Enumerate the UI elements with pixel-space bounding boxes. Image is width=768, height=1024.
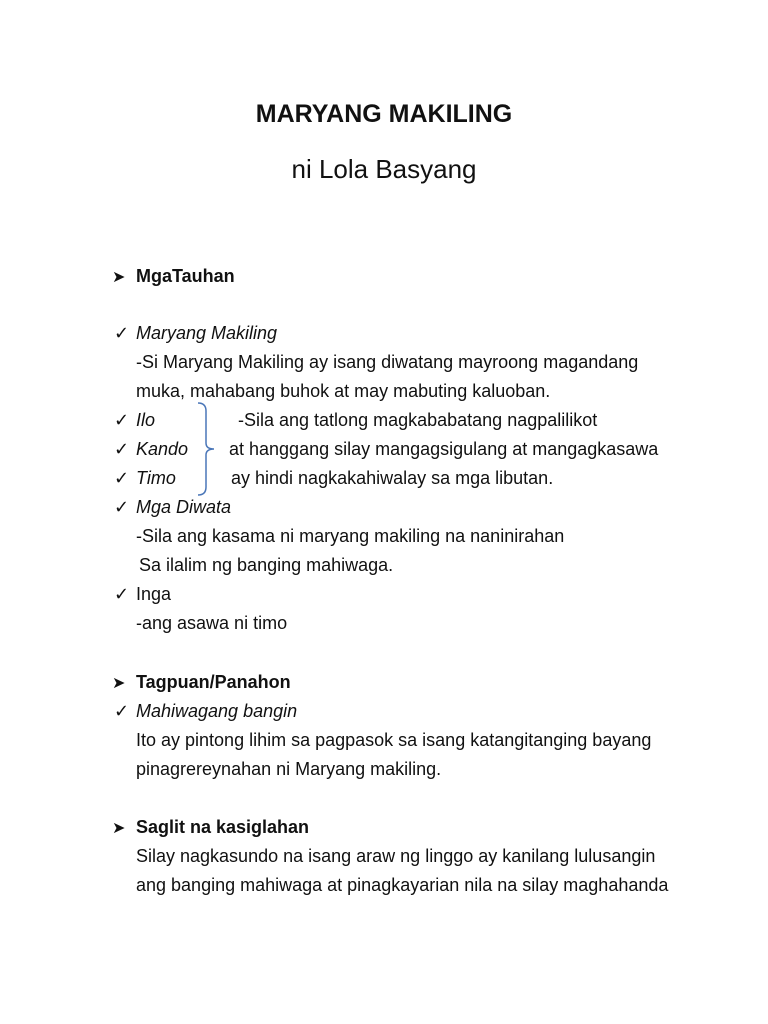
group-desc-line: ay hindi nagkakahiwalay sa mga libutan.	[231, 468, 554, 488]
group-desc-line: -Sila ang tatlong magkababatang nagpalilikot	[238, 410, 598, 430]
character-name-diwata: Mga Diwata	[136, 497, 232, 517]
character-desc-line: -Si Maryang Makiling ay isang diwatang mayroong magandang	[136, 352, 639, 372]
checkmark-bullet-icon: ✓	[114, 584, 130, 604]
character-desc-line: muka, mahabang buhok at may mabuting kaluoban.	[136, 381, 551, 401]
arrowhead-bullet-icon: ➤	[112, 820, 126, 837]
checkmark-bullet-icon: ✓	[114, 468, 130, 488]
character-name-kando: Kando	[136, 439, 189, 459]
character-desc-line: -Sila ang kasama ni maryang makiling na naninirahan	[136, 526, 565, 546]
section-desc-line: Silay nagkasundo na isang araw ng linggo ay kanilang lulusangin	[136, 846, 656, 866]
group-desc-line: at hanggang silay mangagsigulang at mangagkasawa	[229, 439, 659, 459]
character-name-inga: Inga	[136, 584, 172, 604]
section-heading-mgatauhan	[112, 266, 235, 287]
section-heading-label: MgaTauhan	[136, 266, 235, 286]
arrowhead-bullet-icon: ➤	[112, 675, 126, 692]
character-name-ilo: Ilo	[136, 410, 156, 430]
section-desc-line: ang banging mahiwaga at pinagkayarian nila na silay maghahanda	[136, 875, 669, 895]
checkmark-bullet-icon: ✓	[114, 323, 130, 343]
character-desc-line: Sa ilalim ng banging mahiwaga.	[139, 555, 394, 575]
section-heading-saglit	[112, 817, 309, 838]
document-subtitle: ni Lola Basyang	[291, 154, 477, 184]
checkmark-bullet-icon: ✓	[114, 497, 130, 517]
setting-desc-line: pinagrereynahan ni Maryang makiling.	[136, 759, 442, 779]
checkmark-bullet-icon: ✓	[114, 410, 130, 430]
setting-desc-line: Ito ay pintong lihim sa pagpasok sa isang katangitanging bayang	[136, 730, 652, 750]
character-name-maryang: Maryang Makiling	[136, 323, 278, 343]
section-heading-label: Saglit na kasiglahan	[136, 817, 310, 837]
section-heading-tagpuan	[112, 672, 291, 693]
checkmark-bullet-icon: ✓	[114, 439, 130, 459]
setting-name: Mahiwagang bangin	[136, 701, 298, 721]
checkmark-bullet-icon: ✓	[114, 701, 130, 721]
arrowhead-bullet-icon: ➤	[112, 269, 126, 286]
section-heading-label: Tagpuan/Panahon	[136, 672, 291, 692]
character-name-timo: Timo	[136, 468, 176, 488]
document-title: MARYANG MAKILING	[255, 100, 513, 128]
character-desc-line: -ang asawa ni timo	[136, 613, 288, 633]
brace-icon	[196, 401, 220, 497]
